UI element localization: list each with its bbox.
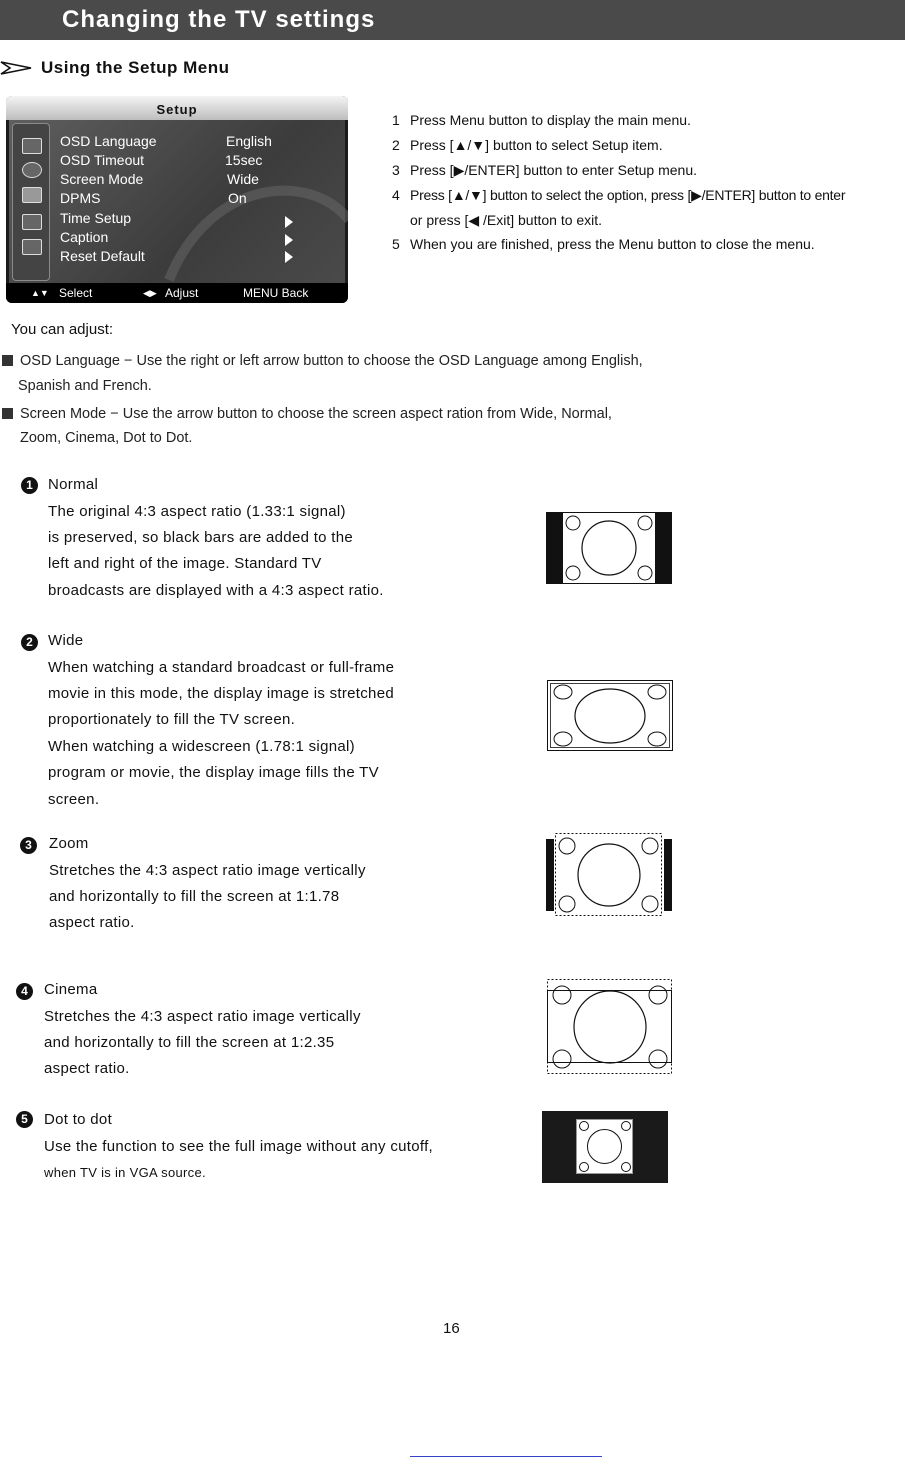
mode-title: Zoom [49, 835, 89, 852]
menu-icon-column [12, 123, 50, 281]
mode-description-line: aspect ratio. [49, 914, 135, 931]
mode-description-line: program or movie, the display image fills the TV [48, 764, 379, 781]
menu-row-value: English [226, 133, 272, 149]
mode-title: Normal [48, 476, 99, 493]
mode-title: Cinema [44, 981, 98, 998]
step-text: Press [▲/▼] button to select the option, press [▶/ENTER] button to enter [410, 187, 846, 203]
mode-description-line: When watching a standard broadcast or full-frame [48, 659, 395, 676]
number-badge: 1 [21, 477, 38, 494]
zoom-mode-diagram [546, 832, 673, 918]
mode-description-line: left and right of the image. Standard TV [48, 555, 322, 572]
mode-description-line: when TV is in VGA source. [44, 1165, 206, 1180]
bullet-square-icon [2, 355, 13, 366]
mode-description-line: and horizontally to fill the screen at 1:2.35 [44, 1034, 335, 1051]
menu-row-label: OSD Timeout [60, 152, 145, 168]
setup-menu-screenshot [6, 96, 348, 303]
menu-row-label: Reset Default [60, 248, 145, 264]
wide-mode-diagram [547, 680, 674, 752]
mode-description-line: broadcasts are displayed with a 4:3 aspect ratio. [48, 582, 384, 599]
page-header [0, 0, 905, 40]
bullet-text: OSD Language − Use the right or left arrow button to choose the OSD Language among English, [20, 353, 643, 369]
updown-arrows-icon: ▲▼ [31, 288, 49, 298]
setup-icon [22, 187, 42, 203]
submenu-arrow-icon [285, 216, 293, 228]
step-text: Press [▶/ENTER] button to enter Setup menu. [410, 162, 698, 178]
bullet-continuation: Spanish and French. [18, 378, 152, 394]
footer-back: MENU Back [243, 286, 309, 300]
footer-select: Select [59, 286, 93, 300]
mode-description-line: aspect ratio. [44, 1060, 130, 1077]
arrow-icon [0, 60, 32, 76]
mode-description-line: and horizontally to fill the screen at 1:1.78 [49, 888, 340, 905]
menu-row-label: Screen Mode [60, 171, 144, 187]
menu-row-value: 15sec [225, 152, 263, 168]
lock-icon [22, 214, 42, 230]
bullet-item [2, 406, 612, 422]
mode-description-line: screen. [48, 791, 100, 808]
mode-description-line: proportionately to fill the TV screen. [48, 711, 296, 728]
section-title: Using the Setup Menu [41, 58, 230, 77]
step-text: Press [▲/▼] button to select Setup item. [410, 137, 663, 153]
number-badge: 3 [20, 837, 37, 854]
mode-description-line: The original 4:3 aspect ratio (1.33:1 signal) [48, 503, 346, 520]
bullet-item [2, 353, 643, 369]
mode-description-line: movie in this mode, the display image is stretched [48, 685, 394, 702]
menu-row-value: On [228, 190, 247, 206]
sound-icon [22, 162, 42, 178]
number-badge: 2 [21, 634, 38, 651]
menu-row-label: Caption [60, 229, 109, 245]
menu-body [9, 120, 345, 283]
section-heading [0, 58, 260, 80]
adjust-intro: You can adjust: [11, 321, 114, 338]
bullet-text: Screen Mode − Use the arrow button to choose the screen aspect ration from Wide, Normal, [20, 406, 612, 422]
page-number: 16 [443, 1320, 460, 1337]
page-title: Changing the TV settings [62, 6, 376, 33]
menu-title: Setup [6, 96, 348, 120]
step-text: Press Menu button to display the main menu. [410, 112, 691, 128]
step-text: or press [◀ /Exit] button to exit. [410, 212, 603, 228]
menu-row-value: Wide [227, 171, 259, 187]
mode-title: Dot to dot [44, 1111, 113, 1128]
mode-description-line: Use the function to see the full image without any cutoff, [44, 1138, 434, 1155]
menu-row-label: Time Setup [60, 210, 132, 226]
mode-description-line: Stretches the 4:3 aspect ratio image vertically [49, 862, 366, 879]
menu-row-label: DPMS [60, 190, 101, 206]
mode-description-line: Stretches the 4:3 aspect ratio image vertically [44, 1008, 361, 1025]
normal-mode-diagram [546, 512, 672, 584]
mode-description-line: When watching a widescreen (1.78:1 signal) [48, 738, 355, 755]
picture-icon [22, 138, 42, 154]
number-badge: 4 [16, 983, 33, 1000]
cinema-mode-diagram [546, 978, 674, 1076]
menu-row-label: OSD Language [60, 133, 157, 149]
footer-link-line [410, 1456, 602, 1457]
number-badge: 5 [16, 1111, 33, 1128]
mode-title: Wide [48, 632, 84, 649]
dot-to-dot-mode-diagram [542, 1111, 668, 1183]
bullet-continuation: Zoom, Cinema, Dot to Dot. [20, 430, 193, 446]
leftright-arrows-icon: ◀▶ [143, 288, 157, 298]
channel-icon [22, 239, 42, 255]
menu-footer [6, 283, 348, 303]
submenu-arrow-icon [285, 251, 293, 263]
mode-description-line: is preserved, so black bars are added to the [48, 529, 354, 546]
footer-adjust: Adjust [165, 286, 199, 300]
bullet-square-icon [2, 408, 13, 419]
step-text: When you are finished, press the Menu button to close the menu. [410, 236, 815, 252]
submenu-arrow-icon [285, 234, 293, 246]
